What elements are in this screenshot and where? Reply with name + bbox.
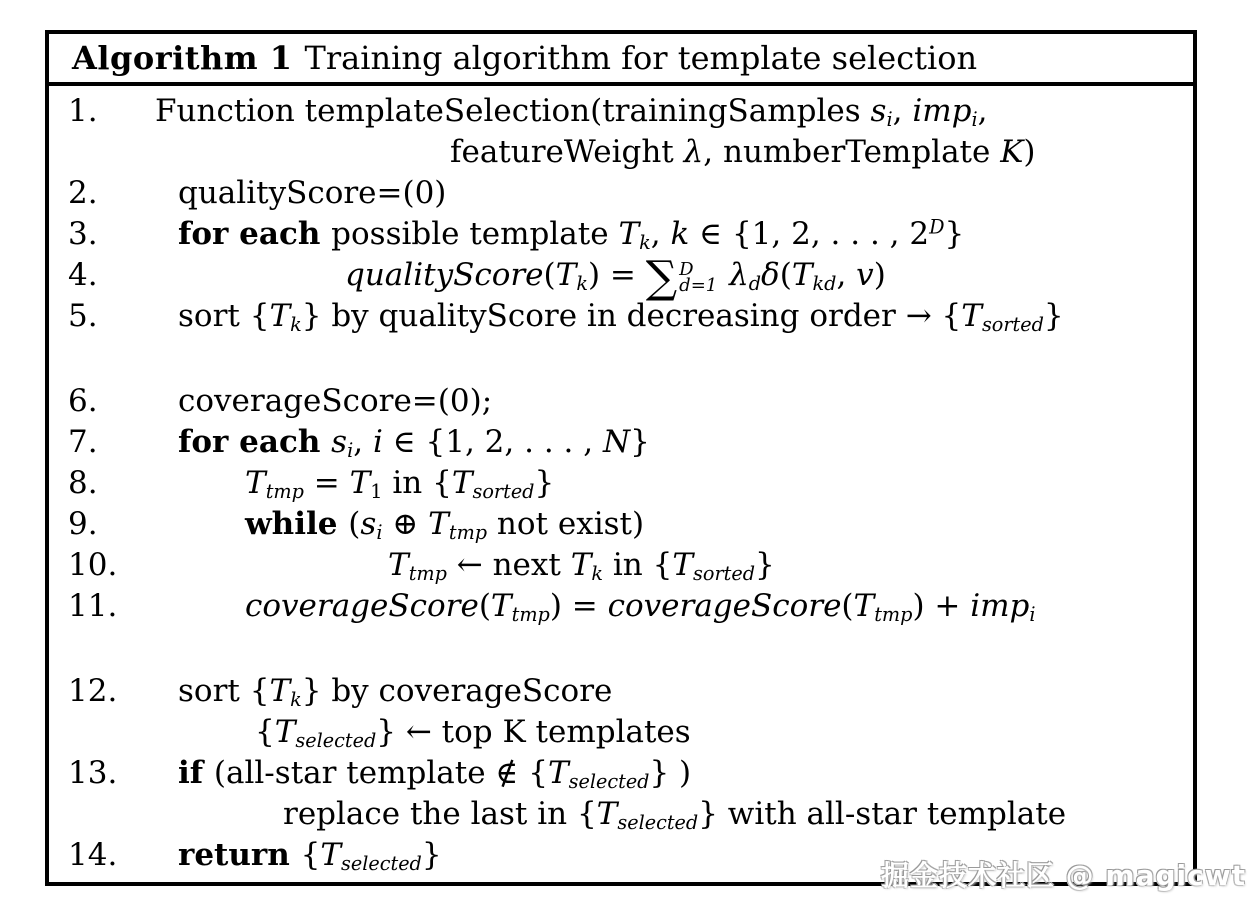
text-segment: sorted [472, 479, 535, 503]
text-segment: K [1000, 134, 1024, 170]
line-content [155, 91, 1193, 132]
sum-upper-limit: D [679, 259, 694, 280]
text-segment: ( [478, 588, 491, 624]
text-segment: tmp [511, 602, 550, 626]
text-segment: ) = [549, 588, 608, 624]
text-segment: T [428, 506, 449, 542]
text-segment: k [591, 561, 604, 585]
text-segment: δ [761, 257, 780, 293]
text-segment: } [630, 424, 650, 460]
text-segment: ) + [912, 588, 971, 624]
text-segment: sorted [693, 561, 756, 585]
algo-line [49, 712, 1193, 753]
line-content [178, 296, 1193, 337]
text-segment: } [1043, 298, 1064, 334]
text-segment: { [255, 714, 275, 750]
text-segment: T [618, 216, 640, 252]
text-segment: sorted [981, 312, 1044, 336]
text-segment: i [971, 107, 978, 131]
line-number: 5. [68, 298, 98, 334]
text-segment: ∈ {1, 2, . . . , [382, 424, 603, 460]
text-segment: d [748, 271, 762, 295]
text-segment: , numberTemplate [703, 134, 1001, 170]
text-segment: T [274, 714, 296, 750]
text-segment: coverageScore=(0); [178, 383, 493, 419]
text-segment: imp [970, 588, 1030, 624]
text-segment: , [353, 424, 373, 460]
text-segment: ← next [446, 547, 571, 583]
text-segment: selected [295, 728, 377, 752]
text-segment: for each [178, 216, 332, 252]
line-content [178, 422, 1193, 463]
text-segment: T [672, 547, 694, 583]
text-segment: tmp [874, 602, 913, 626]
line-content [255, 712, 1193, 753]
text-segment: , [977, 93, 988, 129]
text-segment: s [360, 506, 377, 542]
text-segment: T [961, 298, 982, 334]
line-content [388, 545, 1193, 586]
text-segment: for each [178, 424, 332, 460]
text-segment: T [320, 837, 341, 873]
text-segment: i [347, 438, 354, 462]
text-segment: i [1029, 602, 1036, 626]
text-segment: T [269, 673, 291, 709]
text-segment: i [886, 107, 893, 131]
text-segment: T [791, 257, 813, 293]
text-segment: T [245, 465, 266, 501]
line-number: 11. [68, 588, 118, 624]
text-segment: ( [841, 588, 854, 624]
text-segment: possible template [331, 216, 619, 252]
algo-line [49, 671, 1193, 712]
line-content [178, 753, 1193, 794]
line-content [178, 173, 1193, 214]
algo-line [49, 463, 1193, 504]
text-segment: , [650, 216, 671, 252]
text-segment: ) [873, 257, 886, 293]
algo-spacer [49, 627, 1193, 671]
text-segment: T [349, 465, 371, 501]
watermark: 掘金技术社区 @ magicwt [880, 859, 1246, 892]
text-segment [719, 257, 729, 293]
line-number: 14. [68, 837, 118, 873]
text-segment: } [755, 547, 775, 583]
line-number: 10. [68, 547, 118, 583]
text-segment: i [376, 520, 383, 544]
text-segment: qualityScore [345, 257, 544, 293]
algo-line [49, 753, 1193, 794]
line-number: 13. [68, 755, 118, 791]
sum-lower-limit: d=1 [679, 275, 718, 296]
line-number: 9. [68, 506, 98, 542]
line-number: 7. [68, 424, 98, 460]
summation-symbol [645, 252, 719, 303]
line-content [178, 671, 1193, 712]
text-segment: T [570, 547, 592, 583]
text-segment: v [856, 257, 874, 293]
text-segment: } ← top K templates [376, 714, 691, 750]
line-number: 6. [68, 383, 98, 419]
text-segment: tmp [265, 479, 304, 503]
text-segment: } [534, 465, 555, 501]
text-segment: 1 [370, 479, 383, 503]
text-segment: } by coverageScore [301, 673, 613, 709]
text-segment: } [421, 837, 442, 873]
algo-spacer [49, 337, 1193, 381]
algorithm-title-text: Training algorithm for template selection [304, 39, 978, 77]
text-segment: } ) [649, 755, 692, 791]
text-segment: T [490, 588, 512, 624]
text-segment: selected [568, 769, 650, 793]
text-segment: k [290, 687, 302, 711]
text-segment: { [300, 837, 321, 873]
line-number: 8. [68, 465, 98, 501]
text-segment: sort { [178, 298, 270, 334]
line-number: 2. [68, 175, 98, 211]
text-segment: ⊕ [382, 506, 429, 542]
line-content [245, 586, 1193, 627]
sigma-glyph: ∑ [645, 252, 678, 303]
text-segment: i [372, 424, 383, 460]
text-segment: λ [683, 134, 704, 170]
text-segment: } by qualityScore in decreasing order → { [301, 298, 962, 334]
text-segment: = [303, 465, 350, 501]
text-segment: N [602, 424, 631, 460]
text-segment: imp [912, 93, 972, 129]
algo-line [49, 422, 1193, 463]
text-segment: return [178, 837, 301, 873]
text-segment: coverageScore [607, 588, 842, 624]
algorithm-title [49, 34, 1193, 86]
algorithm-body [49, 86, 1193, 876]
text-segment: T [388, 547, 409, 583]
text-segment: s [331, 424, 348, 460]
line-content [178, 381, 1193, 422]
line-number: 12. [68, 673, 118, 709]
text-segment: ( [779, 257, 792, 293]
line-content [450, 132, 1193, 173]
text-segment: while [245, 506, 349, 542]
text-segment: coverageScore [245, 588, 479, 624]
text-segment: ∈ {1, 2, . . . , 2 [689, 216, 930, 252]
text-segment: kd [812, 271, 837, 295]
text-segment: ( [543, 257, 556, 293]
text-segment: λ [729, 257, 749, 293]
text-segment: T [451, 465, 473, 501]
text-segment: } with all-star template [698, 796, 1067, 832]
text-segment: qualityScore=(0) [178, 175, 447, 211]
text-segment: T [547, 755, 569, 791]
algo-line [49, 504, 1193, 545]
text-segment: in { [382, 465, 452, 501]
algo-line [49, 214, 1193, 255]
text-segment: T [853, 588, 875, 624]
text-segment: k [670, 216, 690, 252]
algo-line [49, 173, 1193, 214]
algo-line [49, 794, 1193, 835]
text-segment: Function templateSelection(trainingSamples [155, 93, 871, 129]
text-segment: k [576, 271, 588, 295]
text-segment: selected [617, 810, 699, 834]
line-number: 4. [68, 257, 98, 293]
line-content [283, 794, 1193, 835]
algo-line [49, 91, 1193, 132]
text-segment: ) = [587, 257, 646, 293]
text-segment: T [596, 796, 618, 832]
text-segment: replace the last in { [283, 796, 597, 832]
text-segment: in { [603, 547, 673, 583]
text-segment: , [836, 257, 857, 293]
text-segment: ) [1023, 134, 1036, 170]
line-number: 1. [68, 93, 98, 129]
algo-line [49, 381, 1193, 422]
text-segment: (all-star template ∉ { [213, 755, 548, 791]
algo-line [49, 296, 1193, 337]
text-segment: tmp [408, 561, 447, 585]
text-segment: tmp [448, 520, 488, 544]
text-segment: sort { [178, 673, 270, 709]
algo-line [49, 252, 1193, 303]
text-segment: , [892, 93, 913, 129]
line-content [178, 214, 1193, 255]
text-segment: s [870, 93, 887, 129]
line-number: 3. [68, 216, 98, 252]
text-segment: not exist) [487, 506, 645, 542]
algo-line [49, 586, 1193, 627]
algo-line [49, 132, 1193, 173]
sum-limits [679, 259, 718, 296]
algorithm-box [45, 30, 1197, 886]
line-content [345, 252, 1193, 303]
algorithm-title-label: Algorithm 1 [72, 39, 293, 77]
text-segment: featureWeight [450, 134, 684, 170]
text-segment: ( [348, 506, 361, 542]
text-segment: selected [341, 851, 422, 875]
line-content [245, 463, 1193, 504]
line-content [245, 504, 1193, 545]
text-segment: D [929, 215, 945, 239]
algo-line [49, 545, 1193, 586]
text-segment: T [269, 298, 291, 334]
text-segment: k [290, 312, 302, 336]
text-segment: T [555, 257, 577, 293]
text-segment: k [639, 230, 651, 254]
text-segment: } [944, 216, 965, 252]
text-segment: if [178, 755, 214, 791]
